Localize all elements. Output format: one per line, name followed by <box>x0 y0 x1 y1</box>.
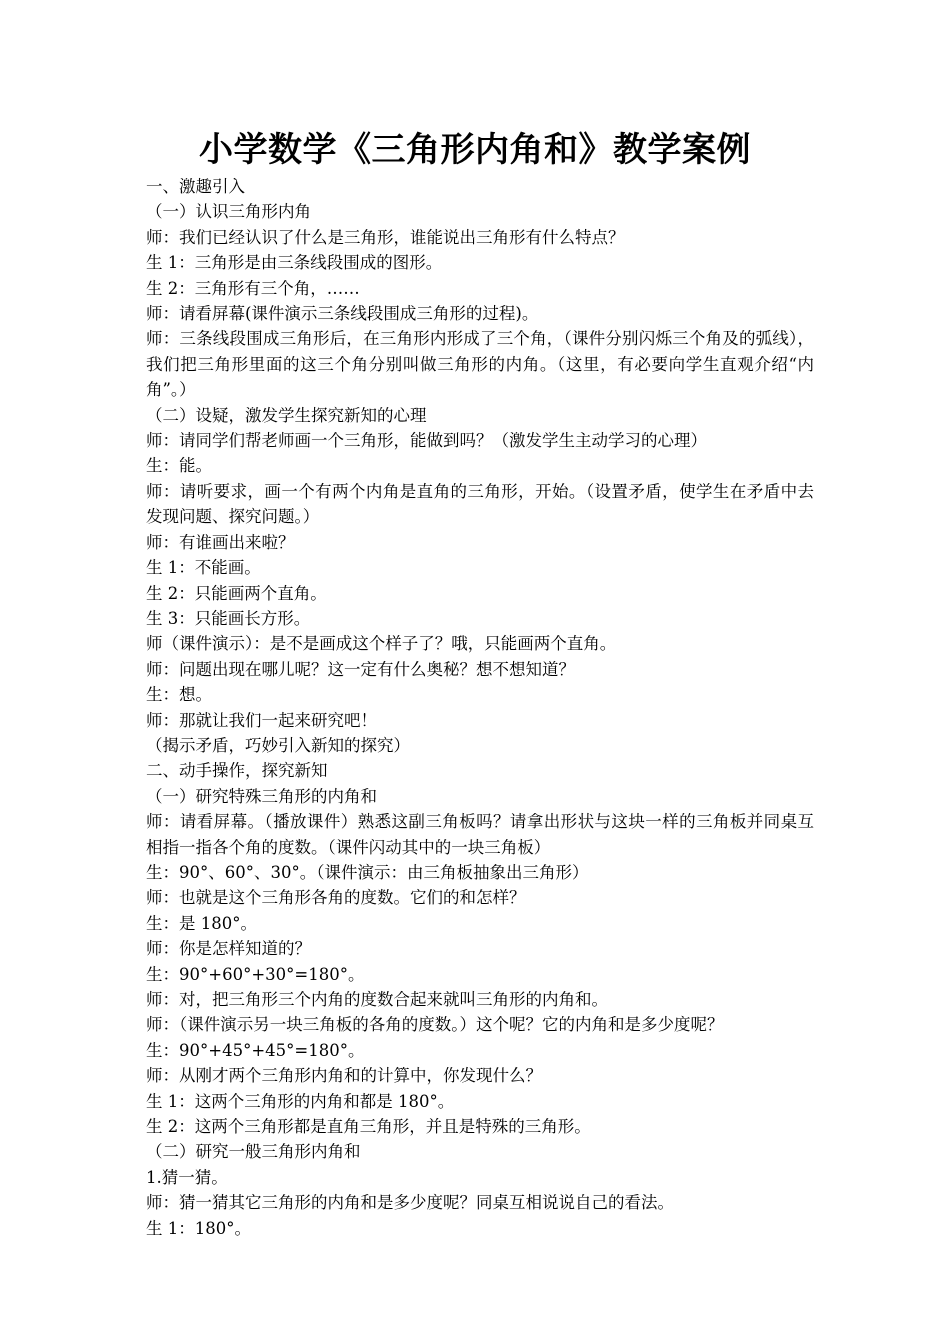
document-paragraph: 生 2：只能画两个直角。 <box>146 583 327 603</box>
document-paragraph: 师：请看屏幕(课件演示三条线段围成三角形的过程)。 <box>146 304 539 324</box>
document-paragraph: 师：从刚才两个三角形内角和的计算中，你发现什么？ <box>146 1066 542 1086</box>
document-paragraph: 师：请看屏幕。（播放课件）熟悉这副三角板吗？请拿出形状与这块一样的三角板并同桌互相指一指各个角的度数。（课件闪动其中的一块三角板） <box>146 812 814 857</box>
document-paragraph: 生 1：三角形是由三条线段围成的图形。 <box>146 253 443 273</box>
document-paragraph: 生 2：三角形有三个角，…… <box>146 278 360 298</box>
document-paragraph: 二、动手操作，探究新知 <box>146 761 328 781</box>
document-paragraph: （二）设疑，激发学生探究新知的心理 <box>146 405 427 425</box>
document-paragraph: 师：猜一猜其它三角形的内角和是多少度呢？同桌互相说说自己的看法。 <box>146 1193 674 1213</box>
document-paragraph: 生：是 180°。 <box>146 913 257 933</box>
document-paragraph: 一、激趣引入 <box>146 177 245 196</box>
document-paragraph: （二）研究一般三角形内角和 <box>146 1142 361 1162</box>
document-paragraph: 生：能。 <box>146 456 212 476</box>
document-body <box>146 174 814 1241</box>
document-paragraph: 生：90°、60°、30°。（课件演示：由三角板抽象出三角形） <box>146 862 589 882</box>
document-paragraph: 师：问题出现在哪儿呢？这一定有什么奥秘？想不想知道？ <box>146 659 575 679</box>
document-paragraph: 师：你是怎样知道的？ <box>146 939 311 959</box>
document-paragraph: 师：请听要求，画一个有两个内角是直角的三角形，开始。（设置矛盾，使学生在矛盾中去发现问题、探究问题。） <box>146 481 814 527</box>
document-paragraph: （一）认识三角形内角 <box>146 202 311 222</box>
document-paragraph: 师：也就是这个三角形各角的度数。它们的和怎样？ <box>146 888 526 908</box>
document-paragraph: 师：请同学们帮老师画一个三角形，能做到吗？（激发学生主动学习的心理） <box>146 431 707 451</box>
document-paragraph: 师：那就让我们一起来研究吧！ <box>146 710 377 730</box>
document-paragraph: 生：90°+45°+45°=180°。 <box>146 1040 365 1060</box>
document-paragraph: 生 3：只能画长方形。 <box>146 608 311 628</box>
document-paragraph: 生：想。 <box>146 685 212 705</box>
document-paragraph: （一）研究特殊三角形的内角和 <box>146 786 377 806</box>
document-paragraph: 师（课件演示）：是不是画成这个样子了？哦，只能画两个直角。 <box>146 634 617 654</box>
document-paragraph: 师：三条线段围成三角形后，在三角形内形成了三个角，（课件分别闪烁三个角及的弧线），我们把三角形里面的这三个角分别叫做三角形的内角。（这里，有必要向学生直观介绍“内角”。） <box>146 329 814 400</box>
document-paragraph: 师：我们已经认识了什么是三角形，谁能说出三角形有什么特点？ <box>146 227 625 247</box>
document-paragraph: 1.猜一猜。 <box>146 1167 228 1187</box>
document-paragraph: 生 1：不能画。 <box>146 558 261 578</box>
document-paragraph: 生 1：这两个三角形的内角和都是 180°。 <box>146 1091 455 1111</box>
document-paragraph: 生：90°+60°+30°=180°。 <box>146 964 365 984</box>
document-title: 小学数学《三角形内角和》教学案例 <box>199 130 751 170</box>
document-paragraph: 生 1：180°。 <box>146 1218 251 1238</box>
document-paragraph: 生 2：这两个三角形都是直角三角形，并且是特殊的三角形。 <box>146 1117 591 1137</box>
document-paragraph: （揭示矛盾，巧妙引入新知的探究） <box>146 735 410 755</box>
document-paragraph: 师：对，把三角形三个内角的度数合起来就叫三角形的内角和。 <box>146 990 608 1009</box>
document-paragraph: 师：有谁画出来啦？ <box>146 532 295 552</box>
document-paragraph: 师：（课件演示另一块三角板的各角的度数。）这个呢？它的内角和是多少度呢？ <box>146 1015 724 1035</box>
